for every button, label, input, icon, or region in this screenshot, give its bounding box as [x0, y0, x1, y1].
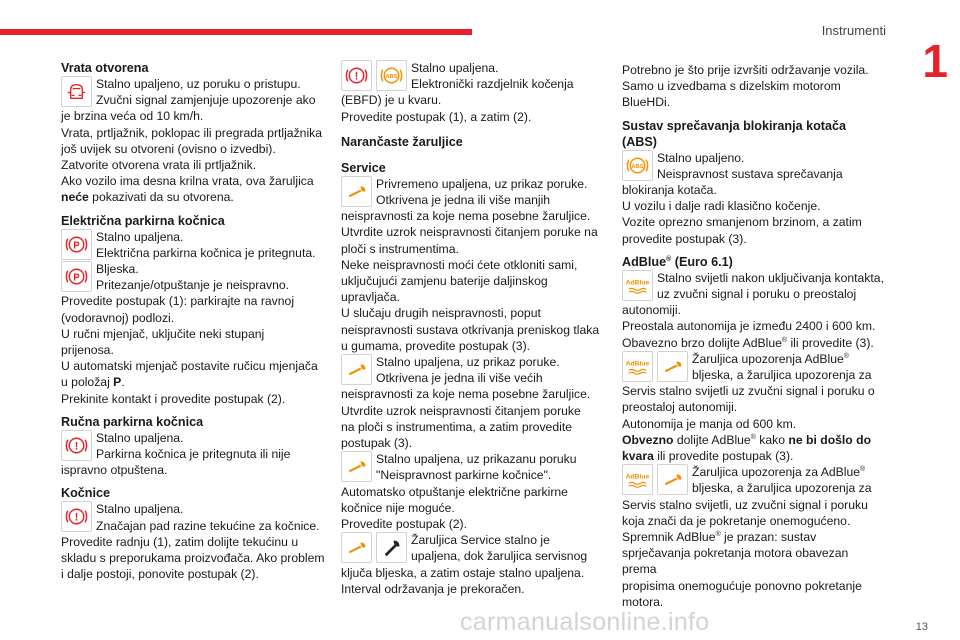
- registered-mark: ®: [750, 433, 756, 441]
- text: U vozilu i dalje radi klasično kočenje.: [622, 199, 821, 214]
- text: koja znači da je pokretanje onemogućeno.: [622, 513, 851, 528]
- heading-epb: Električna parkirna kočnica: [61, 213, 225, 228]
- heading-text: (Euro 6.1): [671, 254, 733, 269]
- service-wrench-icon: [341, 532, 372, 563]
- section-abs: [622, 118, 884, 247]
- text: [622, 335, 884, 351]
- text: Elektronički razdjelnik kočenja: [411, 77, 574, 92]
- text: Otkrivena je jedna ili više većih: [376, 371, 543, 386]
- text: Neispravnost sustava sprečavanja: [657, 166, 843, 181]
- text: ili provedite postupak (3).: [653, 449, 794, 464]
- text: bljeska, a žaruljica upozorenja za: [692, 368, 872, 383]
- column-3: [622, 60, 884, 610]
- text: Prekinite kontakt i provedite postupak (2).: [61, 391, 286, 406]
- text-bold: ne bi došlo do: [788, 432, 872, 447]
- heading-abs-line2: (ABS): [622, 134, 657, 149]
- section-electric-parking-brake: [61, 213, 325, 407]
- text-bold: kvara: [622, 449, 654, 464]
- text: (vodoravnoj) podlozi.: [61, 310, 175, 325]
- text: Stalno upaljeno.: [657, 150, 745, 165]
- registered-mark: ®: [843, 352, 849, 360]
- adblue-icon-label: AdBlue: [625, 473, 650, 481]
- text: upravljača.: [341, 290, 400, 305]
- text: još uvijek su otvoreni (ovisno o izvedbi).: [61, 141, 276, 156]
- text: Automatsko otpuštanje električne parkirne: [341, 484, 568, 499]
- text: Stalno upaljena, uz prikaz poruke.: [376, 355, 560, 370]
- registered-mark: ®: [781, 336, 788, 344]
- text: Ako vozilo ima desna krilna vrata, ova žaruljica: [61, 174, 314, 189]
- text: Obavezno brzo dolijte AdBlue: [622, 335, 782, 350]
- text: Stalno upaljena.: [96, 229, 184, 244]
- svg-text:ABS: ABS: [631, 163, 644, 170]
- heading-brakes: Kočnice: [61, 486, 110, 501]
- text: U automatski mjenjač postavite ručicu mjenjača: [61, 359, 318, 374]
- text: BlueHDi.: [622, 95, 671, 110]
- text: Samo u izvedbama s dizelskim motorom: [622, 79, 841, 94]
- adblue-icon: [622, 464, 653, 495]
- heading-text: AdBlue: [622, 254, 667, 269]
- text: blokiranja kotača.: [622, 183, 717, 198]
- section-brakes: [61, 485, 325, 582]
- parking-brake-icon: [61, 229, 92, 260]
- text: preostaloj autonomiji.: [622, 400, 738, 415]
- text: [622, 432, 884, 448]
- text: Spremnik AdBlue: [622, 530, 716, 545]
- heading-abs-line1: Sustav sprečavanja blokiranja kotača: [622, 118, 847, 133]
- text: postupak (3).: [341, 436, 413, 451]
- door-open-warning-icon: [61, 76, 92, 107]
- text: Zvučni signal zamjenjuje upozorenje ako: [96, 93, 316, 108]
- text: na ploči s instrumentima, a zatim provedite: [341, 419, 572, 434]
- registered-mark: ®: [860, 466, 866, 474]
- text: provedite postupak (3).: [622, 231, 747, 246]
- text: [622, 448, 884, 464]
- svg-text:!: !: [74, 511, 79, 524]
- text: [622, 529, 884, 545]
- heading-doors: Vrata otvorena: [61, 61, 149, 75]
- text: neispravnosti za koje nema posebne žaruljice.: [341, 387, 591, 402]
- text: Utvrdite uzrok neispravnosti čitanjem poruke na: [341, 225, 598, 240]
- text: Autonomija je manja od 600 km.: [622, 416, 797, 431]
- text: Interval održavanja je prekoračen.: [341, 581, 525, 596]
- brake-warning-icon: [61, 430, 92, 461]
- text: sprječavanja pokretanja motora obavezan prema: [622, 546, 849, 577]
- text: ploči s instrumentima.: [341, 241, 459, 256]
- adblue-icon: [622, 351, 653, 382]
- svg-text:!: !: [354, 70, 359, 83]
- text: prijenosa.: [61, 343, 114, 358]
- text: Servis stalno svijetli, uz zvučni signal i poruku: [622, 497, 868, 512]
- brake-warning-icon: [341, 60, 372, 91]
- column-2: [341, 60, 605, 597]
- adblue-icon-label: AdBlue: [625, 279, 650, 287]
- section-adblue: [622, 254, 884, 351]
- section-adblue-under-600: [622, 351, 884, 464]
- brake-fluid-icon: [61, 501, 92, 532]
- text: motora.: [622, 594, 664, 609]
- text: u gumama, provedite postupak (3).: [341, 338, 531, 353]
- text: Neke neispravnosti moći ćete otkloniti sami,: [341, 257, 578, 272]
- column-1: [61, 60, 325, 582]
- abs-icon: [622, 150, 653, 181]
- svg-text:P: P: [73, 272, 80, 284]
- text-bold: neće: [61, 190, 89, 205]
- text: U ručni mjenjač, uključite neki stupanj: [61, 326, 265, 341]
- service-wrench-icon: [657, 464, 688, 495]
- text: pokazivati da su otvorena.: [88, 190, 234, 205]
- page-number: 13: [915, 621, 928, 633]
- text: Provedite postupak (1), a zatim (2).: [341, 109, 532, 124]
- text: Vozite oprezno smanjenom brzinom, a zatim: [622, 215, 862, 230]
- text: Stalno upaljena.: [96, 502, 184, 517]
- svg-text:P: P: [73, 239, 80, 251]
- text: Provedite radnju (1), zatim dolijte tekućinu u: [61, 534, 299, 549]
- text: Električna parkirna kočnica je pritegnuta.: [96, 245, 316, 260]
- text: Žaruljica upozorenja za AdBlue: [692, 465, 861, 480]
- text: propisima onemogućuje ponovno pokretanje: [622, 578, 862, 593]
- text: Parkirna kočnica je pritegnuta ili nije: [96, 447, 291, 462]
- svg-text:ABS: ABS: [385, 73, 398, 80]
- text: neispravnosti sustava otkrivanja preniskog tlaka: [341, 322, 600, 337]
- service-wrench-icon: [341, 176, 372, 207]
- text: "Neispravnost parkirne kočnice".: [376, 468, 552, 483]
- text: ključa bljeska, a zatim ostaje stalno upaljena.: [341, 565, 585, 580]
- section-title: Instrumenti: [821, 23, 886, 38]
- text: Preostala autonomija je između 2400 i 600 km.: [622, 319, 876, 334]
- text: .: [121, 375, 125, 390]
- service-wrench-icon: [341, 354, 372, 385]
- text: Pritezanje/otpuštanje je neispravno.: [96, 278, 290, 293]
- heading-adblue: [622, 254, 884, 270]
- text: Stalno upaljeno, uz poruku o pristupu.: [96, 77, 301, 91]
- section-service-major: [341, 354, 605, 451]
- text-bold: P: [113, 375, 122, 390]
- text: [61, 374, 325, 390]
- text: Provedite postupak (2).: [341, 517, 468, 532]
- section-service-interval: [341, 532, 605, 597]
- heading-handbrake: Ručna parkirna kočnica: [61, 414, 204, 429]
- text: Stalno svijetli nakon uključivanja kontakta,: [657, 270, 884, 285]
- svg-text:!: !: [74, 440, 79, 453]
- text: i dalje postoji, ponovite postupak (2).: [61, 567, 259, 582]
- section-ebfd: [341, 60, 605, 125]
- text: dolijte AdBlue: [673, 432, 751, 447]
- text: je brzina veća od 10 km/h.: [61, 109, 204, 124]
- text: U slučaju drugih neispravnosti, poput: [341, 306, 541, 321]
- text: Privremeno upaljena, uz prikaz poruke.: [376, 176, 588, 191]
- text: Stalno upaljena.: [96, 430, 184, 445]
- header-accent-bar: [0, 29, 472, 35]
- text: uz zvučni signal i poruku o preostaloj: [657, 287, 857, 302]
- text: Značajan pad razine tekućine za kočnice.: [96, 518, 320, 533]
- section-maintenance-intro: [622, 62, 884, 111]
- text: bljeska, a žaruljica upozorenja za: [692, 481, 872, 496]
- registered-mark: ®: [715, 531, 721, 539]
- heading-orange-lamps: Narančaste žaruljice: [341, 134, 463, 149]
- text: Utvrdite uzrok neispravnosti čitanjem poruke: [341, 403, 581, 418]
- text: upaljena, dok žaruljica servisnog: [411, 549, 588, 564]
- chapter-number: 1: [922, 35, 948, 87]
- text: Bljeska.: [96, 262, 139, 277]
- service-wrench-icon: [341, 451, 372, 482]
- text: Vrata, prtljažnik, poklopac ili pregrada prtljažnika: [61, 125, 323, 140]
- text: [61, 189, 325, 205]
- section-service: [341, 160, 605, 354]
- text: Potrebno je što prije izvršiti održavanje vozila.: [622, 63, 869, 77]
- section-doors: [61, 60, 325, 206]
- heading-service: Service: [341, 160, 386, 175]
- text: u položaj: [61, 375, 114, 390]
- text: Provedite postupak (1): parkirajte na ravnoj: [61, 294, 295, 309]
- abs-icon: [376, 60, 407, 91]
- registered-mark: ®: [666, 255, 672, 263]
- text: kočnice nije moguće.: [341, 500, 455, 515]
- text: Žaruljica upozorenja AdBlue: [692, 351, 844, 366]
- adblue-icon: [622, 270, 653, 301]
- text: je prazan: sustav: [720, 530, 817, 545]
- text: Servis stalno svijetli uz zvučni signal i poruku o: [622, 384, 875, 399]
- text: skladu s preporukama proizvođača. Ako problem: [61, 551, 325, 566]
- section-handbrake: [61, 414, 325, 479]
- text: ili provedite (3).: [787, 335, 874, 350]
- maintenance-key-icon: [376, 532, 407, 563]
- text: (EBFD) je u kvaru.: [341, 93, 442, 108]
- text: Stalno upaljena.: [411, 61, 499, 75]
- text: uključujući zamjenu baterije daljinskog: [341, 274, 548, 289]
- text: Žaruljica Service stalno je: [411, 533, 550, 548]
- watermark: carmanualsonline.info: [460, 608, 710, 636]
- text: autonomiji.: [622, 303, 681, 318]
- section-adblue-empty: [622, 464, 884, 610]
- text: ispravno otpuštena.: [61, 463, 168, 478]
- text: Stalno upaljena, uz prikazanu poruku: [376, 452, 577, 467]
- text: kako: [755, 432, 789, 447]
- parking-brake-fault-icon: [61, 261, 92, 292]
- adblue-icon-label: AdBlue: [625, 360, 650, 368]
- text-bold: Obvezno: [622, 432, 674, 447]
- service-wrench-icon: [657, 351, 688, 382]
- section-service-parking-brake: [341, 451, 605, 532]
- text: neispravnosti za koje nema posebne žaruljice.: [341, 209, 591, 224]
- text: Zatvorite otvorena vrata ili prtljažnik.: [61, 158, 257, 173]
- text: Otkrivena je jedna ili više manjih: [376, 193, 551, 208]
